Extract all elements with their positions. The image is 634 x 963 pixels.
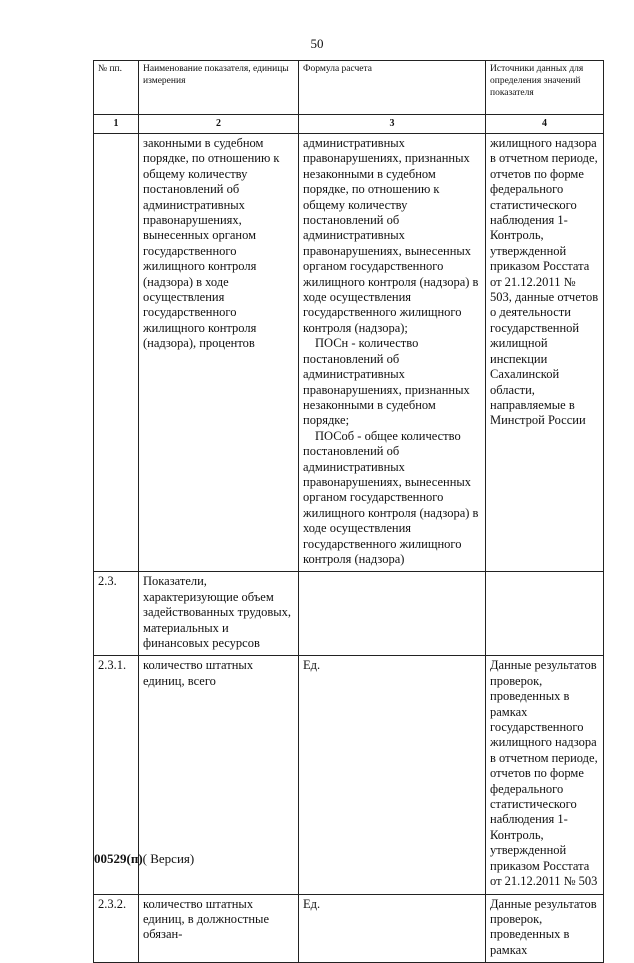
indicator-name-cell: количество штатных единиц, всего: [139, 656, 299, 894]
column-number: 3: [299, 115, 486, 134]
page-number: 50: [310, 36, 324, 51]
data-source-cell: Данные результатов проверок, проведенных в рамках государственного жилищного надзора в отчетном периоде, отчетов по форме федерального статистического наблюдения 1- Контроль, утвержденной приказом Росстата от 21.12.2011 № 503: [486, 656, 604, 894]
column-number: 1: [94, 115, 139, 134]
formula-intro: административных правонарушениях, признанных незаконными в судебном порядке, по отношению к общему количеству постановлений об административных правонарушениях, вынесенных органом государственного жилищного контроля (надзора) в ходе осуществления государственного жилищного контроля (надзора);: [303, 136, 479, 335]
indicators-table: [93, 60, 604, 963]
document-footer: [94, 851, 194, 867]
table-row: [94, 572, 604, 656]
formula-posob-definition: ПОСоб - общее количество постановлений об административных правонарушениях, вынесенных органом государственного жилищного контроля (надзора) в ходе осуществления государственного жилищного контроля (надзора): [303, 428, 479, 566]
document-version: ( Версия): [142, 851, 195, 866]
row-number-cell: [94, 134, 139, 572]
column-number: 2: [139, 115, 299, 134]
table-row: [94, 894, 604, 963]
header-number: № пп.: [94, 61, 139, 115]
column-number-row: [94, 115, 604, 134]
formula-cell: Ед.: [299, 894, 486, 963]
document-code: 00529(п): [94, 851, 143, 866]
data-source-cell: [486, 572, 604, 656]
header-formula: Формула расчета: [299, 61, 486, 115]
row-number-cell: 2.3.1.: [94, 656, 139, 894]
data-source-cell: Данные результатов проверок, проведенных в рамках: [486, 894, 604, 963]
formula-cell: [299, 572, 486, 656]
indicator-name-cell: Показатели, характеризующие объем задействованных трудовых, материальных и финансовых ресурсов: [139, 572, 299, 656]
header-indicator-name: Наименование показателя, единицы измерения: [139, 61, 299, 115]
row-number-cell: 2.3.2.: [94, 894, 139, 963]
table-header-row: [94, 61, 604, 115]
indicator-name-cell: законными в судебном порядке, по отношению к общему количеству постановлений об административных правонарушениях, вынесенных органом государственного жилищного контроля (надзора) в ходе осуществления государственного жилищного контроля (надзора), процентов: [139, 134, 299, 572]
data-source-cell: жилищного надзора в отчетном периоде, отчетов по форме федерального статистического наблюдения 1- Контроль, утвержденной приказом Росстата от 21.12.2011 № 503, данные отчетов о деятельности государственной жилищной инспекции Сахалинской области, направляемые в Минстрой России: [486, 134, 604, 572]
header-data-sources: Источники данных для определения значений показателя: [486, 61, 604, 115]
indicator-name-cell: количество штатных единиц, в должностные обязан-: [139, 894, 299, 963]
formula-cell: Ед.: [299, 656, 486, 894]
row-number-cell: 2.3.: [94, 572, 139, 656]
formula-cell: [299, 134, 486, 572]
column-number: 4: [486, 115, 604, 134]
formula-posn-definition: ПОСн - количество постановлений об административных правонарушениях, признанных незаконными в судебном порядке;: [303, 336, 470, 428]
table-row-continued: [94, 134, 604, 572]
